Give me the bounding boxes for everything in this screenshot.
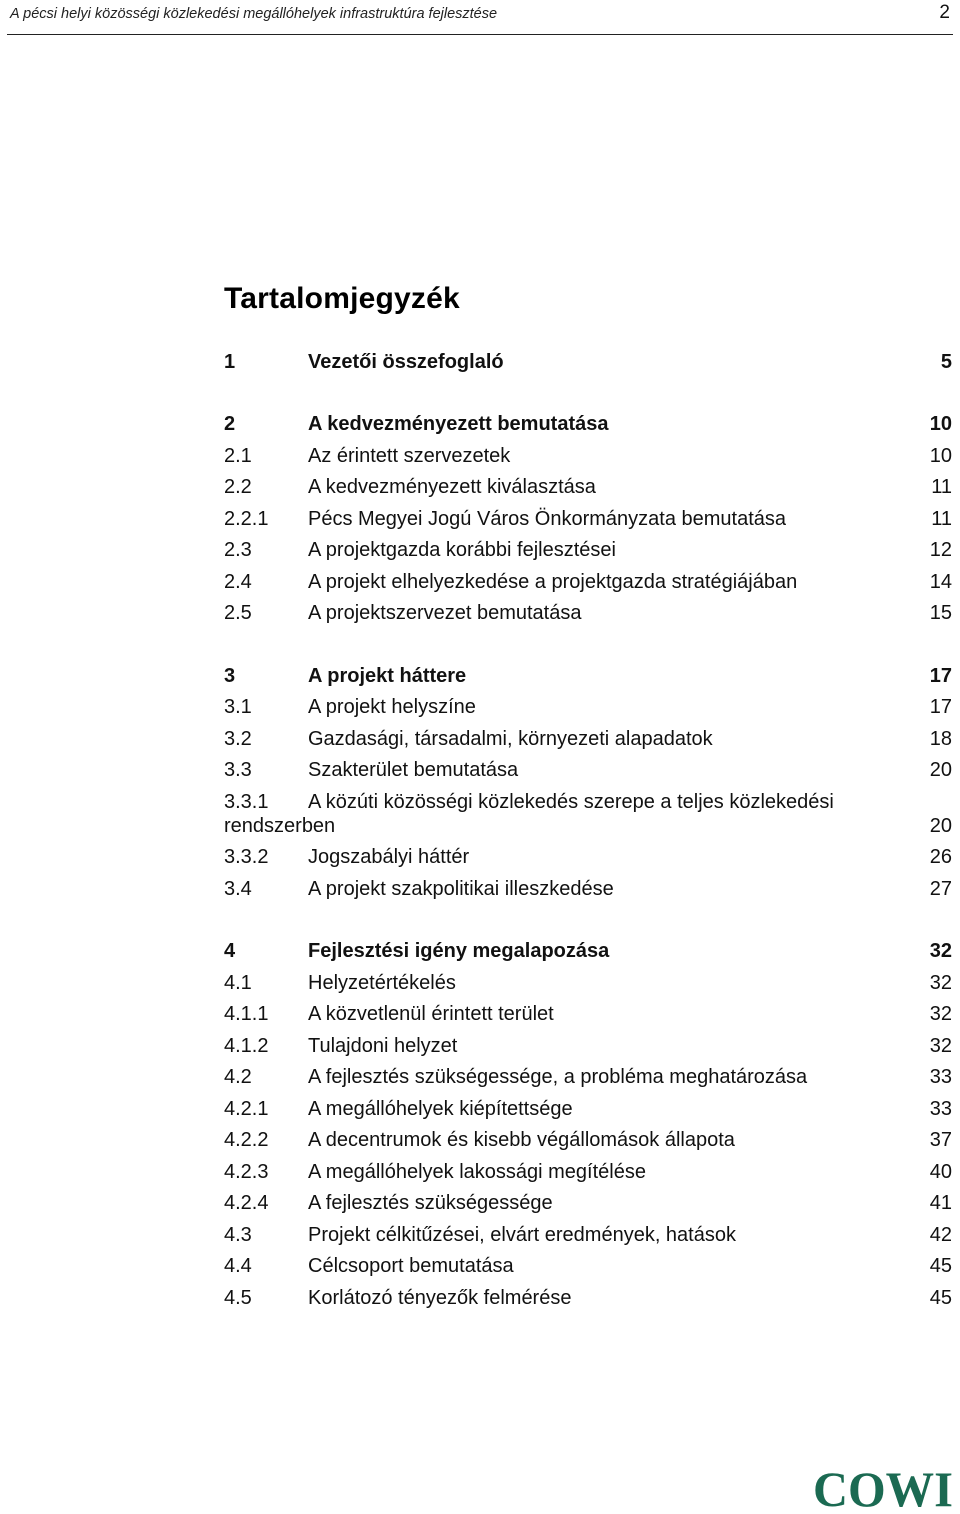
toc-entry-title: A projektszervezet bemutatása — [308, 602, 582, 625]
toc-entry[interactable] — [224, 786, 952, 842]
toc-entry-page: 32 — [929, 1034, 952, 1057]
toc-entry[interactable] — [224, 503, 952, 535]
page-number: 2 — [939, 2, 950, 23]
toc-entry[interactable] — [224, 472, 952, 504]
toc-section — [224, 409, 952, 630]
toc-entry-page: 27 — [929, 877, 952, 900]
toc-entry[interactable] — [224, 535, 952, 567]
toc-entry-page: 37 — [929, 1129, 952, 1152]
toc-entry-number: 3.3.2 — [224, 846, 269, 869]
toc-entry[interactable] — [224, 755, 952, 787]
toc-entry-title: Jogszabályi háttér — [308, 846, 470, 869]
toc-entry[interactable] — [224, 598, 952, 630]
toc-entry[interactable] — [224, 1062, 952, 1094]
toc-entry-page: 40 — [929, 1160, 952, 1183]
toc-entry-page: 5 — [940, 350, 952, 373]
toc-entry[interactable] — [224, 1125, 952, 1157]
toc-entry[interactable] — [224, 1093, 952, 1125]
toc-entry-page: 15 — [929, 602, 952, 625]
page-header — [0, 0, 960, 36]
toc-entry-page: 42 — [929, 1223, 952, 1246]
toc-entry[interactable] — [224, 723, 952, 755]
toc-entry[interactable] — [224, 692, 952, 724]
toc-entry-number: 2.1 — [224, 444, 252, 467]
toc-entry[interactable] — [224, 999, 952, 1031]
toc-entry[interactable] — [224, 346, 952, 378]
toc-entry-number: 4.2 — [224, 1066, 252, 1089]
toc-entry-number: 2.4 — [224, 570, 252, 593]
toc-entry-title: A kedvezményezett bemutatása — [308, 413, 609, 436]
toc-entry-number: 3 — [224, 664, 236, 687]
toc-entry-page: 41 — [929, 1192, 952, 1215]
toc-entry-title: A projekt elhelyezkedése a projektgazda stratégiájában — [308, 570, 798, 593]
toc-entry-page: 10 — [929, 413, 952, 436]
toc-entry-number: 3.2 — [224, 727, 252, 750]
toc-entry-title: Tulajdoni helyzet — [308, 1034, 458, 1057]
toc-entry-page: 11 — [931, 476, 952, 499]
toc-entry[interactable] — [224, 1282, 952, 1314]
table-of-contents — [224, 346, 952, 1314]
toc-entry[interactable] — [224, 1156, 952, 1188]
toc-entry-number: 4.3 — [224, 1223, 252, 1246]
toc-entry-title: Szakterület bemutatása — [308, 759, 519, 782]
toc-entry-page: 26 — [929, 846, 952, 869]
toc-entry-title: A projekt háttere — [308, 664, 467, 687]
header-divider — [7, 34, 953, 35]
toc-entry-page: 33 — [929, 1066, 952, 1089]
toc-entry-title: A kedvezményezett kiválasztása — [308, 476, 596, 499]
toc-entry-number: 2.2.1 — [224, 507, 269, 530]
toc-entry-number: 4.4 — [224, 1255, 252, 1278]
toc-entry-title: Fejlesztési igény megalapozása — [308, 940, 610, 963]
toc-entry-title: Célcsoport bemutatása — [308, 1255, 514, 1278]
toc-entry[interactable] — [224, 936, 952, 968]
toc-entry-number: 2.5 — [224, 602, 252, 625]
toc-entry-page: 20 — [929, 814, 952, 837]
toc-entry-title: Pécs Megyei Jogú Város Önkormányzata bemutatása — [308, 507, 787, 530]
toc-entry-page: 32 — [929, 940, 952, 963]
toc-entry-number: 2.2 — [224, 476, 252, 499]
toc-entry-number: 3.3 — [224, 759, 252, 782]
header-title: A pécsi helyi közösségi közlekedési megállóhelyek infrastruktúra fejlesztése — [10, 6, 498, 22]
toc-section — [224, 936, 952, 1314]
toc-entry-title: Az érintett szervezetek — [308, 444, 511, 467]
toc-entry-title: A közvetlenül érintett terület — [308, 1003, 554, 1026]
toc-entry-number: 3.4 — [224, 877, 252, 900]
toc-entry-number: 4.2.1 — [224, 1097, 269, 1120]
toc-entry-page: 12 — [929, 539, 952, 562]
toc-entry[interactable] — [224, 967, 952, 999]
toc-entry-page: 17 — [929, 664, 952, 687]
toc-entry[interactable] — [224, 873, 952, 905]
svg-text:COWI: COWI — [813, 1462, 953, 1510]
toc-entry-title: A fejlesztés szükségessége, a probléma meghatározása — [308, 1066, 808, 1089]
toc-entry-page: 18 — [929, 727, 952, 750]
toc-entry-title: A megállóhelyek lakossági megítélése — [308, 1160, 646, 1183]
toc-entry-page: 33 — [929, 1097, 952, 1120]
toc-entry-number: 4.2.2 — [224, 1129, 269, 1152]
toc-entry-page: 20 — [929, 759, 952, 782]
toc-entry-page: 32 — [929, 1003, 952, 1026]
toc-entry[interactable] — [224, 1251, 952, 1283]
toc-entry-title: Vezetői összefoglaló — [308, 350, 504, 373]
toc-entry[interactable] — [224, 409, 952, 441]
toc-entry[interactable] — [224, 1219, 952, 1251]
toc-entry-number: 4.2.4 — [224, 1192, 269, 1215]
toc-entry-page: 17 — [929, 696, 952, 719]
toc-entry-number: 2 — [224, 413, 236, 436]
toc-entry[interactable] — [224, 1030, 952, 1062]
toc-entry-title: A közúti közösségi közlekedés szerepe a teljes közlekedési rendszerben — [224, 790, 834, 837]
toc-entry[interactable] — [224, 566, 952, 598]
toc-entry-title: A megállóhelyek kiépítettsége — [308, 1097, 573, 1120]
cowi-logo — [812, 1462, 954, 1510]
toc-entry-number: 4.5 — [224, 1286, 252, 1309]
toc-entry-title: A projekt helyszíne — [308, 696, 476, 719]
toc-entry[interactable] — [224, 1188, 952, 1220]
toc-entry-page: 45 — [929, 1255, 952, 1278]
toc-entry-title: A projektgazda korábbi fejlesztései — [308, 539, 616, 562]
toc-title: Tartalomjegyzék — [224, 282, 460, 315]
toc-entry-number: 2.3 — [224, 539, 252, 562]
toc-section — [224, 346, 952, 378]
toc-entry-number: 4 — [224, 940, 236, 963]
toc-entry-number: 4.2.3 — [224, 1160, 269, 1183]
toc-entry-title: Projekt célkitűzései, elvárt eredmények, hatások — [308, 1223, 736, 1246]
toc-entry-number: 3.1 — [224, 696, 252, 719]
toc-entry-page: 32 — [929, 971, 952, 994]
toc-entry-title: A decentrumok és kisebb végállomások állapota — [308, 1129, 735, 1152]
toc-entry[interactable] — [224, 660, 952, 692]
toc-entry-page: 14 — [929, 570, 952, 593]
toc-entry-number: 4.1 — [224, 971, 252, 994]
toc-entry-page: 10 — [929, 444, 952, 467]
toc-entry-title: Gazdasági, társadalmi, környezeti alapadatok — [308, 727, 713, 750]
toc-entry-number: 1 — [224, 350, 236, 373]
toc-entry-number: 4.1.2 — [224, 1034, 269, 1057]
toc-entry-page: 11 — [931, 507, 952, 530]
toc-entry-number: 3.3.1 — [224, 790, 269, 813]
toc-section — [224, 660, 952, 905]
toc-entry[interactable] — [224, 440, 952, 472]
toc-entry-page: 45 — [929, 1286, 952, 1309]
toc-entry-title: A fejlesztés szükségessége — [308, 1192, 553, 1215]
toc-entry-title: Helyzetértékelés — [308, 971, 456, 994]
toc-entry-number: 4.1.1 — [224, 1003, 269, 1026]
toc-entry-title: Korlátozó tényezők felmérése — [308, 1286, 572, 1309]
toc-entry-title: A projekt szakpolitikai illeszkedése — [308, 877, 614, 900]
toc-entry[interactable] — [224, 842, 952, 874]
